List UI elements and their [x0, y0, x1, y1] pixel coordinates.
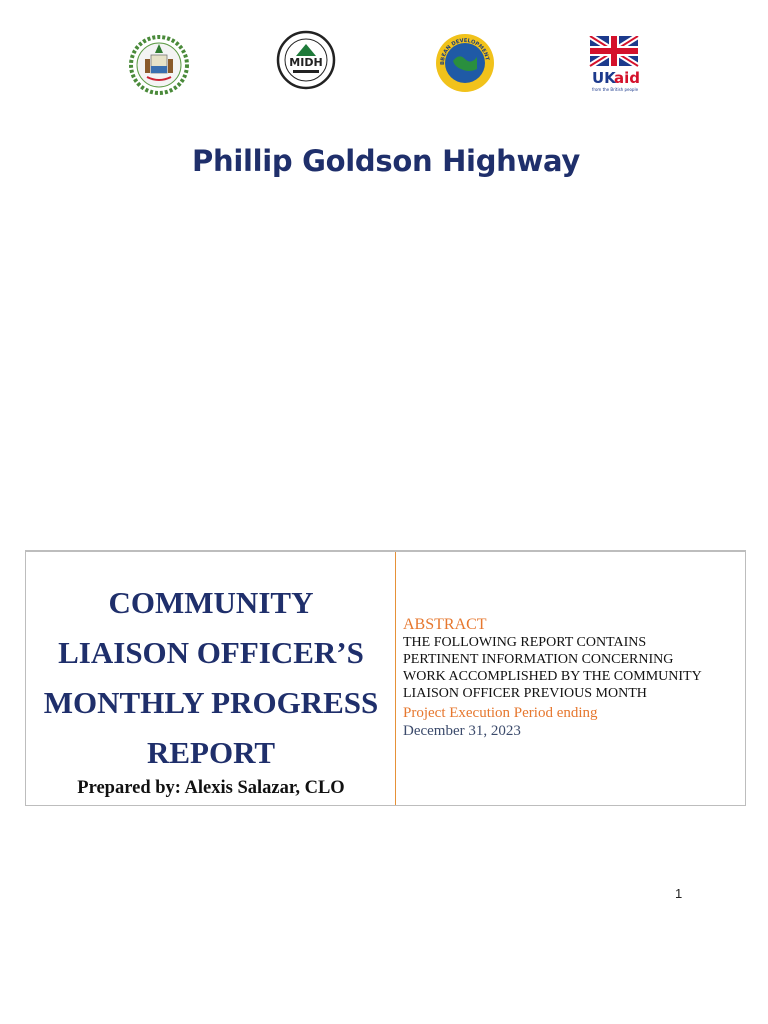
midh-emblem-icon: [276, 30, 336, 90]
report-title-line: MONTHLY PROGRESS: [43, 685, 379, 720]
report-title: [26, 578, 396, 778]
document-title: Phillip Goldson Highway: [192, 144, 580, 178]
abstract-line: PERTINENT INFORMATION CONCERNING: [403, 652, 674, 667]
logo-strip: [0, 30, 768, 100]
abstract-line: WORK ACCOMPLISHED BY THE COMMUNITY: [403, 669, 702, 684]
ukaid-aid-text: aid: [614, 69, 641, 87]
period-date: December 31, 2023: [403, 723, 521, 739]
page-number: 1: [675, 886, 683, 901]
abstract-line: THE FOLLOWING REPORT CONTAINS: [403, 635, 647, 650]
ukaid-logo: [588, 36, 642, 94]
midh-text: MIDH: [289, 56, 323, 69]
report-title-line: REPORT: [146, 735, 276, 770]
cdb-emblem-icon: [435, 33, 495, 93]
abstract-line: LIAISON OFFICER PREVIOUS MONTH: [403, 686, 647, 701]
cdb-text: BBEAN DEVELOPMENT: [439, 37, 490, 65]
union-jack-flag-icon: [588, 36, 642, 94]
abstract-heading: ABSTRACT: [403, 616, 487, 633]
abstract-panel: [403, 616, 743, 740]
belize-coat-of-arms-icon: [129, 35, 189, 95]
report-title-line: COMMUNITY: [108, 585, 314, 620]
ukaid-uk-text: UK: [592, 69, 616, 87]
period-label: Project Execution Period ending: [403, 705, 598, 721]
report-title-panel: [26, 552, 396, 805]
report-title-line: LIAISON OFFICER’S: [58, 635, 364, 670]
ukaid-tagline: from the British people: [592, 87, 639, 92]
abstract-body: [403, 634, 743, 702]
report-summary-box: [25, 550, 746, 806]
prepared-by: Prepared by: Alexis Salazar, CLO: [77, 778, 345, 798]
